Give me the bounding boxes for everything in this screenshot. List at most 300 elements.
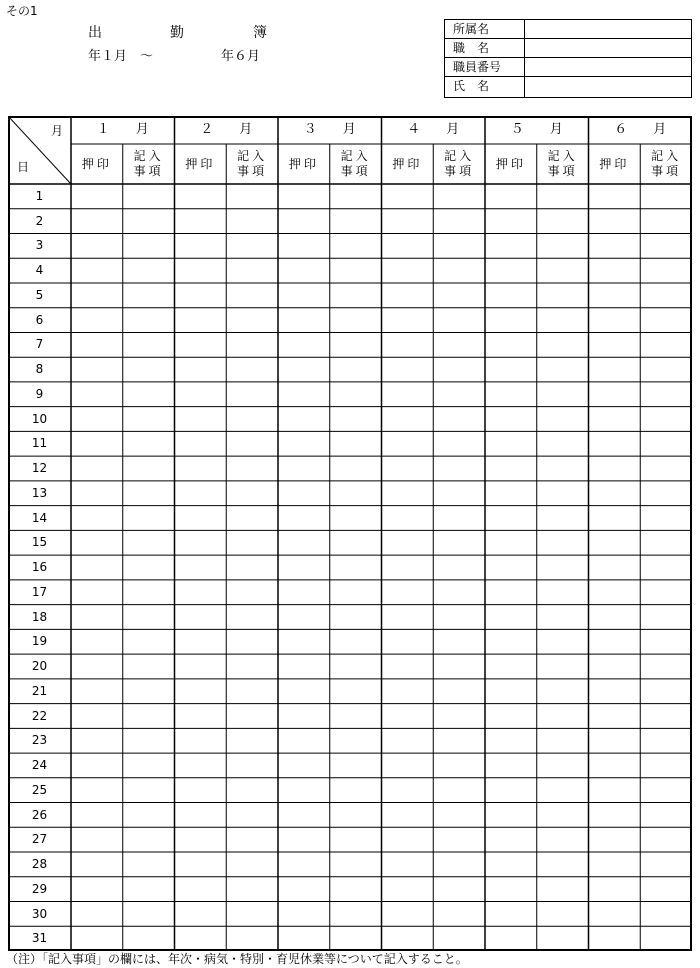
seal-cell[interactable]: [589, 778, 641, 803]
remarks-cell[interactable]: [330, 184, 382, 209]
remarks-cell[interactable]: [433, 481, 485, 506]
remarks-cell[interactable]: [537, 753, 589, 778]
seal-cell[interactable]: [175, 357, 227, 382]
seal-cell[interactable]: [71, 308, 123, 333]
seal-cell[interactable]: [382, 283, 434, 308]
seal-cell[interactable]: [485, 357, 537, 382]
remarks-cell[interactable]: [226, 332, 278, 357]
remarks-cell[interactable]: [123, 629, 175, 654]
seal-cell[interactable]: [175, 803, 227, 828]
remarks-cell[interactable]: [537, 728, 589, 753]
remarks-cell[interactable]: [640, 555, 692, 580]
seal-cell[interactable]: [71, 184, 123, 209]
seal-cell[interactable]: [589, 258, 641, 283]
seal-cell[interactable]: [278, 877, 330, 902]
remarks-cell[interactable]: [640, 481, 692, 506]
seal-cell[interactable]: [278, 481, 330, 506]
seal-cell[interactable]: [382, 332, 434, 357]
seal-cell[interactable]: [382, 184, 434, 209]
seal-cell[interactable]: [589, 753, 641, 778]
remarks-cell[interactable]: [330, 827, 382, 852]
seal-cell[interactable]: [589, 877, 641, 902]
remarks-cell[interactable]: [226, 283, 278, 308]
seal-cell[interactable]: [382, 456, 434, 481]
seal-cell[interactable]: [485, 481, 537, 506]
remarks-cell[interactable]: [330, 283, 382, 308]
info-value-department[interactable]: [526, 20, 691, 38]
remarks-cell[interactable]: [123, 308, 175, 333]
remarks-cell[interactable]: [226, 902, 278, 927]
remarks-cell[interactable]: [537, 827, 589, 852]
seal-cell[interactable]: [382, 357, 434, 382]
seal-cell[interactable]: [589, 184, 641, 209]
seal-cell[interactable]: [485, 704, 537, 729]
remarks-cell[interactable]: [330, 308, 382, 333]
seal-cell[interactable]: [589, 679, 641, 704]
remarks-cell[interactable]: [226, 778, 278, 803]
seal-cell[interactable]: [485, 506, 537, 531]
seal-cell[interactable]: [175, 233, 227, 258]
remarks-cell[interactable]: [330, 654, 382, 679]
remarks-cell[interactable]: [640, 283, 692, 308]
seal-cell[interactable]: [175, 209, 227, 234]
remarks-cell[interactable]: [123, 555, 175, 580]
remarks-cell[interactable]: [640, 803, 692, 828]
remarks-cell[interactable]: [640, 704, 692, 729]
seal-cell[interactable]: [589, 456, 641, 481]
seal-cell[interactable]: [175, 778, 227, 803]
seal-cell[interactable]: [278, 233, 330, 258]
seal-cell[interactable]: [485, 753, 537, 778]
seal-cell[interactable]: [175, 926, 227, 951]
remarks-cell[interactable]: [640, 184, 692, 209]
seal-cell[interactable]: [485, 308, 537, 333]
seal-cell[interactable]: [589, 803, 641, 828]
seal-cell[interactable]: [71, 481, 123, 506]
remarks-cell[interactable]: [433, 803, 485, 828]
remarks-cell[interactable]: [123, 283, 175, 308]
remarks-cell[interactable]: [640, 827, 692, 852]
seal-cell[interactable]: [382, 382, 434, 407]
seal-cell[interactable]: [278, 382, 330, 407]
seal-cell[interactable]: [71, 283, 123, 308]
remarks-cell[interactable]: [433, 605, 485, 630]
remarks-cell[interactable]: [330, 803, 382, 828]
seal-cell[interactable]: [589, 580, 641, 605]
seal-cell[interactable]: [589, 506, 641, 531]
remarks-cell[interactable]: [537, 332, 589, 357]
seal-cell[interactable]: [71, 456, 123, 481]
seal-cell[interactable]: [382, 654, 434, 679]
info-value-position[interactable]: [526, 39, 691, 57]
seal-cell[interactable]: [71, 753, 123, 778]
seal-cell[interactable]: [382, 481, 434, 506]
remarks-cell[interactable]: [433, 902, 485, 927]
remarks-cell[interactable]: [640, 506, 692, 531]
remarks-cell[interactable]: [123, 382, 175, 407]
seal-cell[interactable]: [382, 407, 434, 432]
seal-cell[interactable]: [589, 555, 641, 580]
remarks-cell[interactable]: [123, 407, 175, 432]
remarks-cell[interactable]: [226, 753, 278, 778]
remarks-cell[interactable]: [537, 926, 589, 951]
remarks-cell[interactable]: [433, 852, 485, 877]
seal-cell[interactable]: [382, 679, 434, 704]
seal-cell[interactable]: [485, 926, 537, 951]
seal-cell[interactable]: [278, 629, 330, 654]
seal-cell[interactable]: [382, 704, 434, 729]
seal-cell[interactable]: [175, 654, 227, 679]
seal-cell[interactable]: [278, 753, 330, 778]
remarks-cell[interactable]: [330, 209, 382, 234]
seal-cell[interactable]: [589, 827, 641, 852]
remarks-cell[interactable]: [537, 778, 589, 803]
seal-cell[interactable]: [71, 827, 123, 852]
seal-cell[interactable]: [278, 283, 330, 308]
seal-cell[interactable]: [278, 827, 330, 852]
remarks-cell[interactable]: [537, 877, 589, 902]
remarks-cell[interactable]: [537, 530, 589, 555]
remarks-cell[interactable]: [640, 258, 692, 283]
seal-cell[interactable]: [589, 629, 641, 654]
remarks-cell[interactable]: [226, 654, 278, 679]
seal-cell[interactable]: [589, 407, 641, 432]
remarks-cell[interactable]: [123, 753, 175, 778]
seal-cell[interactable]: [485, 555, 537, 580]
remarks-cell[interactable]: [537, 407, 589, 432]
seal-cell[interactable]: [382, 728, 434, 753]
seal-cell[interactable]: [382, 308, 434, 333]
remarks-cell[interactable]: [123, 728, 175, 753]
remarks-cell[interactable]: [123, 431, 175, 456]
remarks-cell[interactable]: [433, 209, 485, 234]
remarks-cell[interactable]: [226, 407, 278, 432]
seal-cell[interactable]: [485, 580, 537, 605]
seal-cell[interactable]: [278, 431, 330, 456]
remarks-cell[interactable]: [330, 506, 382, 531]
seal-cell[interactable]: [589, 902, 641, 927]
remarks-cell[interactable]: [123, 456, 175, 481]
remarks-cell[interactable]: [537, 852, 589, 877]
seal-cell[interactable]: [589, 382, 641, 407]
remarks-cell[interactable]: [640, 407, 692, 432]
seal-cell[interactable]: [382, 530, 434, 555]
seal-cell[interactable]: [175, 258, 227, 283]
seal-cell[interactable]: [175, 580, 227, 605]
remarks-cell[interactable]: [226, 506, 278, 531]
seal-cell[interactable]: [485, 877, 537, 902]
seal-cell[interactable]: [382, 605, 434, 630]
remarks-cell[interactable]: [330, 481, 382, 506]
remarks-cell[interactable]: [640, 530, 692, 555]
remarks-cell[interactable]: [537, 184, 589, 209]
remarks-cell[interactable]: [433, 431, 485, 456]
remarks-cell[interactable]: [433, 827, 485, 852]
info-value-name[interactable]: [526, 77, 691, 97]
remarks-cell[interactable]: [433, 506, 485, 531]
remarks-cell[interactable]: [226, 184, 278, 209]
seal-cell[interactable]: [175, 283, 227, 308]
seal-cell[interactable]: [278, 778, 330, 803]
seal-cell[interactable]: [278, 555, 330, 580]
remarks-cell[interactable]: [433, 704, 485, 729]
seal-cell[interactable]: [71, 258, 123, 283]
seal-cell[interactable]: [71, 778, 123, 803]
seal-cell[interactable]: [175, 308, 227, 333]
seal-cell[interactable]: [589, 431, 641, 456]
remarks-cell[interactable]: [123, 530, 175, 555]
remarks-cell[interactable]: [640, 629, 692, 654]
remarks-cell[interactable]: [330, 629, 382, 654]
seal-cell[interactable]: [175, 704, 227, 729]
seal-cell[interactable]: [175, 506, 227, 531]
remarks-cell[interactable]: [226, 877, 278, 902]
seal-cell[interactable]: [175, 530, 227, 555]
remarks-cell[interactable]: [226, 481, 278, 506]
remarks-cell[interactable]: [537, 382, 589, 407]
seal-cell[interactable]: [71, 357, 123, 382]
remarks-cell[interactable]: [330, 926, 382, 951]
remarks-cell[interactable]: [640, 877, 692, 902]
remarks-cell[interactable]: [433, 629, 485, 654]
remarks-cell[interactable]: [123, 605, 175, 630]
remarks-cell[interactable]: [330, 580, 382, 605]
seal-cell[interactable]: [382, 431, 434, 456]
seal-cell[interactable]: [175, 753, 227, 778]
seal-cell[interactable]: [382, 209, 434, 234]
remarks-cell[interactable]: [123, 926, 175, 951]
seal-cell[interactable]: [485, 431, 537, 456]
remarks-cell[interactable]: [640, 926, 692, 951]
remarks-cell[interactable]: [433, 580, 485, 605]
remarks-cell[interactable]: [537, 506, 589, 531]
remarks-cell[interactable]: [537, 629, 589, 654]
remarks-cell[interactable]: [640, 332, 692, 357]
remarks-cell[interactable]: [226, 308, 278, 333]
seal-cell[interactable]: [589, 283, 641, 308]
seal-cell[interactable]: [278, 209, 330, 234]
remarks-cell[interactable]: [433, 654, 485, 679]
remarks-cell[interactable]: [330, 382, 382, 407]
remarks-cell[interactable]: [537, 679, 589, 704]
remarks-cell[interactable]: [433, 184, 485, 209]
seal-cell[interactable]: [278, 407, 330, 432]
seal-cell[interactable]: [485, 654, 537, 679]
seal-cell[interactable]: [175, 877, 227, 902]
seal-cell[interactable]: [71, 679, 123, 704]
seal-cell[interactable]: [175, 184, 227, 209]
remarks-cell[interactable]: [433, 382, 485, 407]
seal-cell[interactable]: [278, 580, 330, 605]
remarks-cell[interactable]: [640, 753, 692, 778]
seal-cell[interactable]: [485, 184, 537, 209]
seal-cell[interactable]: [71, 580, 123, 605]
remarks-cell[interactable]: [226, 803, 278, 828]
seal-cell[interactable]: [382, 580, 434, 605]
seal-cell[interactable]: [175, 407, 227, 432]
remarks-cell[interactable]: [330, 877, 382, 902]
remarks-cell[interactable]: [640, 209, 692, 234]
seal-cell[interactable]: [589, 332, 641, 357]
seal-cell[interactable]: [71, 555, 123, 580]
remarks-cell[interactable]: [226, 728, 278, 753]
remarks-cell[interactable]: [537, 233, 589, 258]
remarks-cell[interactable]: [537, 209, 589, 234]
seal-cell[interactable]: [485, 803, 537, 828]
seal-cell[interactable]: [278, 605, 330, 630]
seal-cell[interactable]: [71, 704, 123, 729]
remarks-cell[interactable]: [537, 803, 589, 828]
seal-cell[interactable]: [71, 209, 123, 234]
remarks-cell[interactable]: [330, 407, 382, 432]
seal-cell[interactable]: [278, 704, 330, 729]
seal-cell[interactable]: [175, 382, 227, 407]
remarks-cell[interactable]: [226, 382, 278, 407]
seal-cell[interactable]: [175, 605, 227, 630]
seal-cell[interactable]: [175, 456, 227, 481]
seal-cell[interactable]: [175, 555, 227, 580]
seal-cell[interactable]: [589, 728, 641, 753]
remarks-cell[interactable]: [330, 357, 382, 382]
remarks-cell[interactable]: [226, 926, 278, 951]
seal-cell[interactable]: [382, 902, 434, 927]
seal-cell[interactable]: [382, 778, 434, 803]
seal-cell[interactable]: [382, 258, 434, 283]
remarks-cell[interactable]: [433, 753, 485, 778]
remarks-cell[interactable]: [640, 654, 692, 679]
seal-cell[interactable]: [485, 605, 537, 630]
seal-cell[interactable]: [485, 902, 537, 927]
remarks-cell[interactable]: [123, 704, 175, 729]
remarks-cell[interactable]: [123, 233, 175, 258]
remarks-cell[interactable]: [640, 456, 692, 481]
remarks-cell[interactable]: [433, 233, 485, 258]
remarks-cell[interactable]: [226, 679, 278, 704]
seal-cell[interactable]: [278, 506, 330, 531]
remarks-cell[interactable]: [226, 852, 278, 877]
seal-cell[interactable]: [175, 728, 227, 753]
remarks-cell[interactable]: [123, 679, 175, 704]
remarks-cell[interactable]: [226, 580, 278, 605]
remarks-cell[interactable]: [640, 431, 692, 456]
seal-cell[interactable]: [71, 629, 123, 654]
remarks-cell[interactable]: [537, 555, 589, 580]
seal-cell[interactable]: [382, 803, 434, 828]
remarks-cell[interactable]: [226, 456, 278, 481]
seal-cell[interactable]: [589, 357, 641, 382]
seal-cell[interactable]: [71, 728, 123, 753]
remarks-cell[interactable]: [330, 902, 382, 927]
remarks-cell[interactable]: [433, 530, 485, 555]
seal-cell[interactable]: [382, 877, 434, 902]
remarks-cell[interactable]: [433, 407, 485, 432]
remarks-cell[interactable]: [537, 258, 589, 283]
seal-cell[interactable]: [71, 902, 123, 927]
remarks-cell[interactable]: [123, 258, 175, 283]
seal-cell[interactable]: [589, 926, 641, 951]
seal-cell[interactable]: [485, 852, 537, 877]
seal-cell[interactable]: [278, 654, 330, 679]
remarks-cell[interactable]: [226, 605, 278, 630]
seal-cell[interactable]: [278, 258, 330, 283]
remarks-cell[interactable]: [123, 184, 175, 209]
remarks-cell[interactable]: [537, 654, 589, 679]
seal-cell[interactable]: [589, 852, 641, 877]
remarks-cell[interactable]: [226, 209, 278, 234]
remarks-cell[interactable]: [537, 902, 589, 927]
seal-cell[interactable]: [382, 629, 434, 654]
seal-cell[interactable]: [485, 209, 537, 234]
remarks-cell[interactable]: [330, 431, 382, 456]
remarks-cell[interactable]: [330, 258, 382, 283]
remarks-cell[interactable]: [226, 704, 278, 729]
seal-cell[interactable]: [589, 530, 641, 555]
seal-cell[interactable]: [382, 926, 434, 951]
seal-cell[interactable]: [589, 209, 641, 234]
seal-cell[interactable]: [71, 926, 123, 951]
remarks-cell[interactable]: [537, 704, 589, 729]
remarks-cell[interactable]: [226, 431, 278, 456]
remarks-cell[interactable]: [123, 580, 175, 605]
seal-cell[interactable]: [589, 481, 641, 506]
remarks-cell[interactable]: [226, 827, 278, 852]
seal-cell[interactable]: [278, 456, 330, 481]
seal-cell[interactable]: [71, 530, 123, 555]
remarks-cell[interactable]: [537, 308, 589, 333]
remarks-cell[interactable]: [123, 778, 175, 803]
remarks-cell[interactable]: [123, 827, 175, 852]
seal-cell[interactable]: [175, 679, 227, 704]
remarks-cell[interactable]: [123, 852, 175, 877]
remarks-cell[interactable]: [123, 332, 175, 357]
seal-cell[interactable]: [71, 407, 123, 432]
seal-cell[interactable]: [175, 431, 227, 456]
remarks-cell[interactable]: [330, 679, 382, 704]
seal-cell[interactable]: [382, 827, 434, 852]
remarks-cell[interactable]: [640, 382, 692, 407]
remarks-cell[interactable]: [433, 679, 485, 704]
remarks-cell[interactable]: [537, 431, 589, 456]
remarks-cell[interactable]: [433, 877, 485, 902]
seal-cell[interactable]: [382, 233, 434, 258]
seal-cell[interactable]: [175, 902, 227, 927]
seal-cell[interactable]: [382, 555, 434, 580]
remarks-cell[interactable]: [433, 308, 485, 333]
remarks-cell[interactable]: [330, 332, 382, 357]
seal-cell[interactable]: [175, 332, 227, 357]
remarks-cell[interactable]: [330, 728, 382, 753]
seal-cell[interactable]: [278, 184, 330, 209]
seal-cell[interactable]: [71, 654, 123, 679]
seal-cell[interactable]: [71, 803, 123, 828]
seal-cell[interactable]: [589, 704, 641, 729]
remarks-cell[interactable]: [433, 555, 485, 580]
seal-cell[interactable]: [589, 654, 641, 679]
remarks-cell[interactable]: [123, 506, 175, 531]
remarks-cell[interactable]: [123, 357, 175, 382]
remarks-cell[interactable]: [226, 258, 278, 283]
remarks-cell[interactable]: [640, 852, 692, 877]
remarks-cell[interactable]: [433, 258, 485, 283]
remarks-cell[interactable]: [537, 580, 589, 605]
remarks-cell[interactable]: [330, 530, 382, 555]
seal-cell[interactable]: [278, 926, 330, 951]
seal-cell[interactable]: [71, 605, 123, 630]
remarks-cell[interactable]: [123, 877, 175, 902]
remarks-cell[interactable]: [226, 629, 278, 654]
seal-cell[interactable]: [278, 332, 330, 357]
seal-cell[interactable]: [71, 233, 123, 258]
